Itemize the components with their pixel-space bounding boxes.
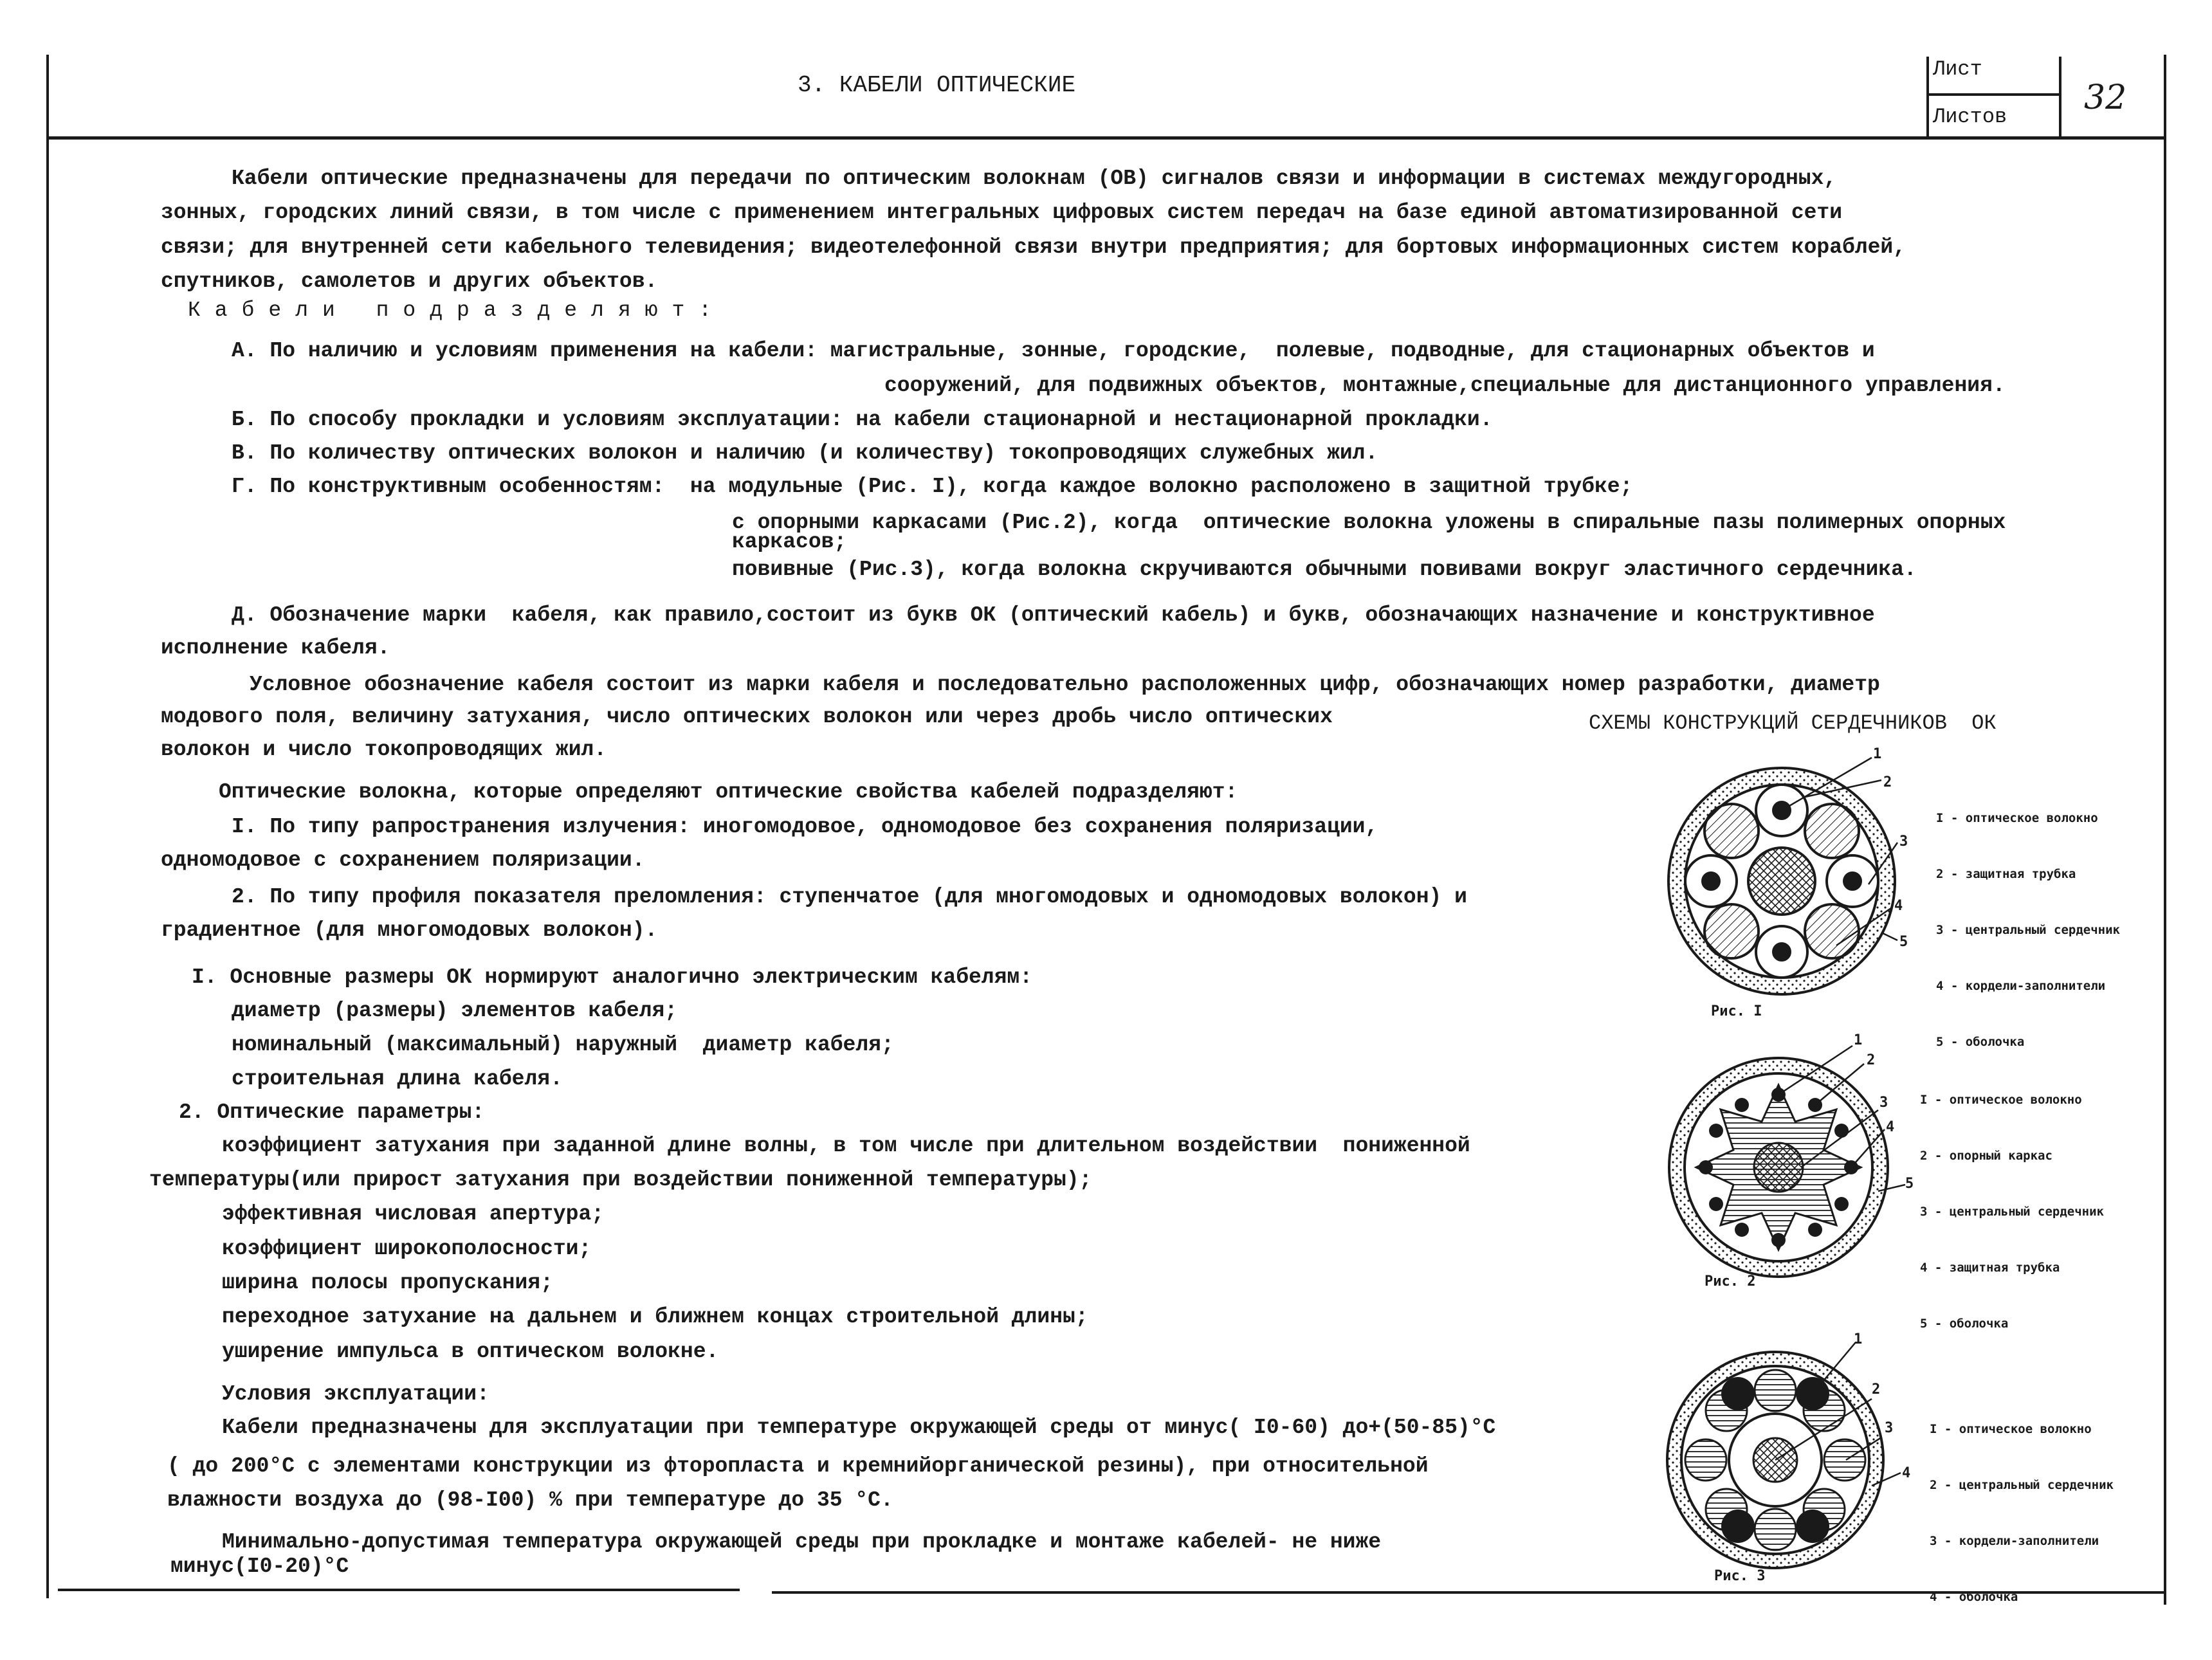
figure-1-legend-item: 4 - кордели-заполнители [1936,979,2106,993]
class-g-line-1: Г. По конструктивным особенностям: на модульные (Рис. I), когда каждое волокно расположено в защитной трубке; [232,475,1633,498]
figure-3-callout-4: 4 [1902,1465,1911,1481]
figure-1-legend-item: I - оптическое волокно [1936,811,2098,825]
optic-line-3: температуры(или прирост затухания при воздействии пониженной температуры); [149,1168,1092,1192]
intro-line-4: спутников, самолетов и других объектов. [161,269,658,293]
figure-1-legend-item: 5 - оболочка [1936,1035,2025,1049]
class-a-line-2: сооружений, для подвижных объектов, монтажные,специальные для дистанционного управления. [884,374,2006,397]
optic-line-8: уширение импульса в оптическом волокне. [222,1340,719,1364]
figure-2-legend-item: 5 - оболочка [1920,1317,2009,1331]
title-block-inner-line [2059,57,2061,136]
sheets-label: Листов [1933,105,2007,129]
optic-line-4: эффективная числовая апертура; [222,1202,605,1226]
figure-2-caption: Рис. 2 [1705,1273,1756,1290]
figure-2-legend-item: I - оптическое волокно [1920,1093,2082,1107]
figure-3-legend-item: 2 - центральный сердечник [1930,1478,2114,1492]
conditions-line-5: Минимально-допустимая температура окружающей среды при прокладке и монтаже кабелей- не ниже [222,1530,1382,1554]
conditions-line-6: минус(I0-20)°С [170,1555,349,1578]
optic-line-6: ширина полосы пропускания; [222,1271,553,1295]
class-v: В. По количеству оптических волокон и наличию (и количеству) токопроводящих служебных жил. [232,441,1378,465]
intro-line-1: Кабели оптические предназначены для передачи по оптическим волокнам (ОВ) сигналов связи и информации в системах междугородных, [232,167,1837,190]
header-rule [46,136,2166,140]
title-block-left-line [1926,57,1929,136]
sheet-label: Лист [1933,57,1982,81]
figure-3-caption: Рис. 3 [1714,1568,1766,1584]
figure-1-callout-3: 3 [1899,834,1908,850]
figure-1-drawing [1659,759,1904,1003]
conditions-line-3: ( до 200°С с элементами конструкции из фторопласта и кремнийорганической резины), при относительной [167,1454,1429,1478]
figure-3-legend-item: I - оптическое волокно [1930,1422,2092,1436]
figure-3-callout-2: 2 [1872,1382,1881,1398]
fibers-line-1: Оптические волокна, которые определяют оптические свойства кабелей подразделяют: [219,780,1238,804]
footer-rule [58,1589,740,1591]
figure-2-callout-5: 5 [1905,1176,1914,1192]
figure-1-callout-1: 1 [1873,746,1882,762]
conditions-line-4: влажности воздуха до (98-I00) % при температуре до 35 °С. [167,1488,893,1512]
figure-3-drawing [1659,1341,1904,1579]
class-g-line-4: повивные (Рис.3), когда волокна скручиваются обычными повивами вокруг эластичного сердечника. [732,558,1917,581]
optic-line-2: коэффициент затухания при заданной длине волны, в том числе при длительном воздействии пониженной [222,1134,1470,1158]
figure-3-callout-3: 3 [1885,1420,1894,1436]
fibers-line-3: одномодовое с сохранением поляризации. [161,848,645,872]
figure-1-callout-2: 2 [1883,774,1892,790]
figure-2-legend-item: 4 - защитная трубка [1920,1261,2060,1275]
designation-line-3: волокон и число токопроводящих жил. [161,738,607,762]
frame-right-border [2164,55,2166,1605]
frame-left-border [46,55,49,1598]
subdivide-heading: Кабели подразделяют: [188,298,726,322]
optic-line-7: переходное затухание на дальнем и ближнем концах строительной длины; [222,1305,1088,1329]
designation-line-1: Условное обозначение кабеля состоит из марки кабеля и последовательно расположенных цифр, обозначающих номер разработки, диаметр [250,673,1880,697]
page-number: 32 [2084,78,2127,117]
figure-1-legend [1936,772,2120,1089]
class-a-line-1: А. По наличию и условиям применения на кабели: магистральные, зонные, городские, полевые, подводные, для стационарных объектов и [232,339,1875,363]
figure-1-legend-item: 2 - защитная трубка [1936,867,2076,881]
figure-3-legend [1930,1383,2114,1644]
dims-line-1: I. Основные размеры ОК нормируют аналогично электрическим кабелям: [192,965,1033,989]
figure-1-callout-5: 5 [1899,934,1908,950]
optic-line-1: 2. Оптические параметры: [179,1100,485,1124]
class-g-line-3: каркасов; [732,530,847,554]
figure-2-legend-item: 2 - опорный каркас [1920,1149,2052,1163]
figure-2-callout-3: 3 [1879,1095,1888,1111]
figure-2-callout-4: 4 [1886,1119,1895,1135]
class-d-line-2: исполнение кабеля. [161,636,390,660]
optic-line-5: коэффициент широкополосности; [222,1237,592,1261]
fibers-line-2: I. По типу рапространения излучения: иногомодовое, одномодовое без сохранения поляризации, [232,815,1378,839]
title-block-divider [1926,93,2061,96]
figures-heading: СХЕМЫ КОНСТРУКЦИЙ СЕРДЕЧНИКОВ ОК [1589,711,1997,735]
class-b: Б. По способу прокладки и условиям эксплуатации: на кабели стационарной и нестационарной прокладки. [232,408,1493,432]
page-title: 3. КАБЕЛИ ОПТИЧЕСКИЕ [798,72,1076,98]
figure-3-legend-item: 3 - кордели-заполнители [1930,1534,2099,1548]
fibers-line-4: 2. По типу профиля показателя преломления: ступенчатое (для многомодовых и одномодовых волокон) и [232,885,1467,909]
figure-2-drawing [1659,1048,1904,1286]
figure-1-callout-4: 4 [1894,898,1903,914]
class-g-line-2: с опорными каркасами (Рис.2), когда оптические волокна уложены в спиральные пазы полимерных опорных [732,511,2006,534]
figure-1-caption: Рис. I [1711,1003,1762,1019]
figure-3-callout-1: 1 [1854,1331,1863,1347]
figure-2-callout-1: 1 [1854,1032,1863,1048]
figure-2-legend-item: 3 - центральный сердечник [1920,1205,2104,1219]
intro-line-2: зонных, городских линий связи, в том числе с применением интегральных цифровых систем передач на базе единой автоматизированной сети [161,201,1843,224]
designation-line-2: модового поля, величину затухания, число оптических волокон или через дробь число оптических [161,705,1333,729]
class-d-line-1: Д. Обозначение марки кабеля, как правило,состоит из букв ОК (оптический кабель) и букв, обозначающих назначение и конструктивное [232,603,1875,627]
intro-line-3: связи; для внутренней сети кабельного телевидения; видеотелефонной связи внутри предприятия; для бортовых информационных систем кораблей, [161,235,1906,259]
fibers-line-5: градиентное (для многомодовых волокон). [161,918,658,942]
dims-line-4: строительная длина кабеля. [232,1067,563,1091]
figure-2-legend [1920,1053,2104,1371]
conditions-heading: Условия эксплуатации: [222,1382,489,1406]
figure-3-legend-item: 4 - оболочка [1930,1590,2018,1604]
dims-line-3: номинальный (максимальный) наружный диаметр кабеля; [232,1033,894,1057]
conditions-line-2: Кабели предназначены для эксплуатации при температуре окружающей среды от минус( I0-60) до+(50-85)°С [222,1416,1496,1439]
dims-line-2: диаметр (размеры) элементов кабеля; [232,999,678,1023]
figure-2-callout-2: 2 [1867,1052,1876,1068]
figure-1-legend-item: 3 - центральный сердечник [1936,923,2120,937]
